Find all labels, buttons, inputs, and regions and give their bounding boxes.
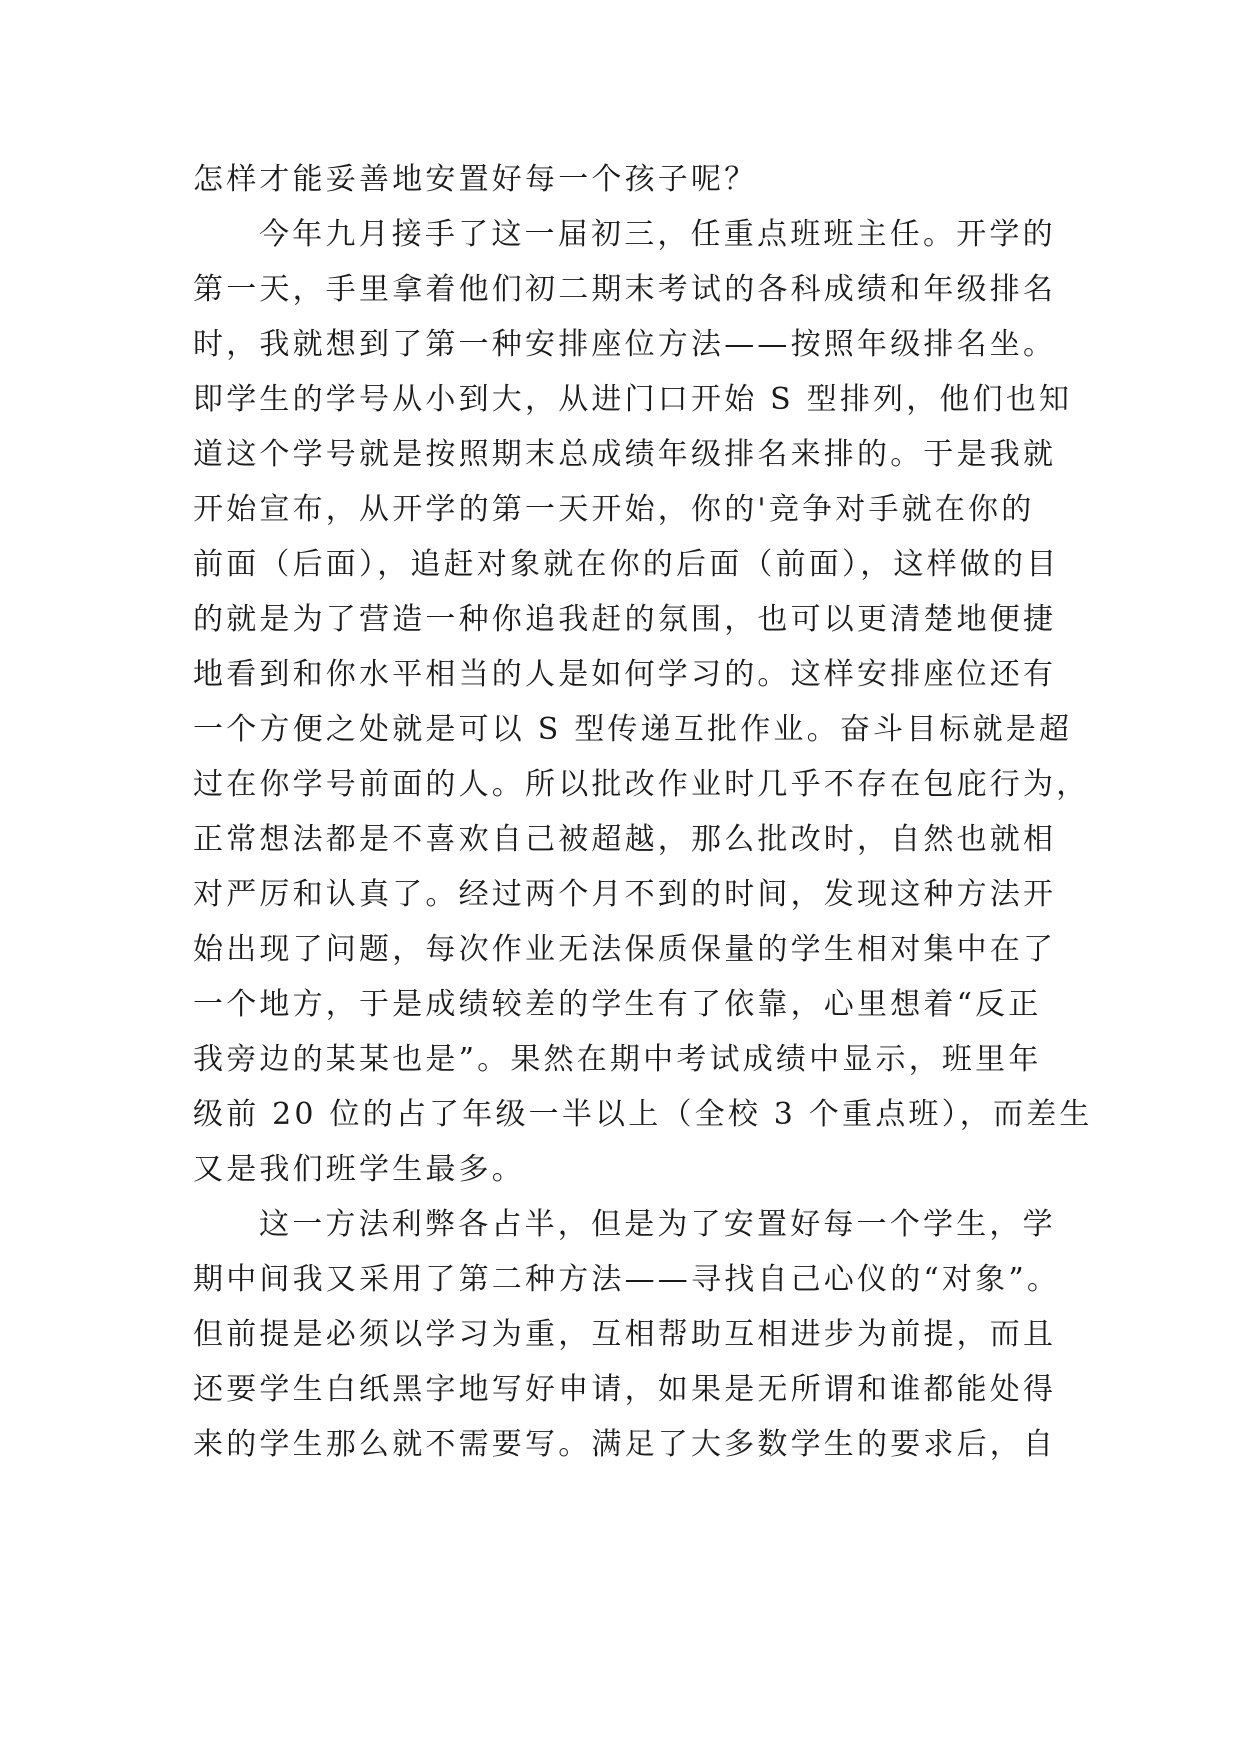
text-line: 前面（后面），追赶对象就在你的后面（前面），这样做的目 — [193, 547, 1060, 582]
text-line: 的就是为了营造一种你追我赶的氛围，也可以更清楚地便捷 — [193, 602, 1057, 637]
text-line: 始出现了问题，每次作业无法保质保量的学生相对集中在了 — [193, 932, 1057, 967]
text-line: 一个方便之处就是可以 S 型传递互批作业。奋斗目标就是超 — [193, 712, 1073, 747]
text-line: 开始宣布，从开学的第一天开始，你的'竞争对手就在你的 — [193, 492, 1035, 527]
text-line: 又是我们班学生最多。 — [193, 1152, 525, 1187]
text-line: 一个地方，于是成绩较差的学生有了依靠，心里想着“反正 — [193, 987, 1042, 1022]
text-line: 级前 20 位的占了年级一半以上（全校 3 个重点班），而差生 — [193, 1097, 1093, 1132]
text-line: 我旁边的某某也是”。果然在期中考试成绩中显示，班里年 — [193, 1042, 1042, 1077]
text-line: 怎样才能妥善地安置好每一个孩子呢？ — [193, 162, 758, 197]
text-line: 过在你学号前面的人。所以批改作业时几乎不存在包庇行为， — [193, 767, 1090, 802]
text-line: 时，我就想到了第一种安排座位方法——按照年级排名坐。 — [193, 327, 1057, 362]
paragraph-start-line: 今年九月接手了这一届初三，任重点班班主任。开学的 — [259, 217, 1056, 252]
text-line: 正常想法都是不喜欢自己被超越，那么批改时，自然也就相 — [193, 822, 1057, 857]
paragraph-start-line: 这一方法利弊各占半，但是为了安置好每一个学生，学 — [259, 1207, 1056, 1242]
text-line: 期中间我又采用了第二种方法——寻找自己心仪的“对象”。 — [193, 1262, 1061, 1297]
body-text — [193, 152, 1093, 1472]
text-line: 还要学生白纸黑字地写好申请，如果是无所谓和谁都能处得 — [193, 1372, 1057, 1407]
text-line: 对严厉和认真了。经过两个月不到的时间，发现这种方法开 — [193, 877, 1057, 912]
text-line: 但前提是必须以学习为重，互相帮助互相进步为前提，而且 — [193, 1317, 1057, 1352]
text-line: 第一天，手里拿着他们初二期末考试的各科成绩和年级排名 — [193, 272, 1057, 307]
text-line: 道这个学号就是按照期末总成绩年级排名来排的。于是我就 — [193, 437, 1057, 472]
text-line: 来的学生那么就不需要写。满足了大多数学生的要求后，自 — [193, 1427, 1057, 1462]
text-line: 地看到和你水平相当的人是如何学习的。这样安排座位还有 — [193, 657, 1057, 692]
text-line: 即学生的学号从小到大，从进门口开始 S 型排列，他们也知 — [193, 382, 1073, 417]
